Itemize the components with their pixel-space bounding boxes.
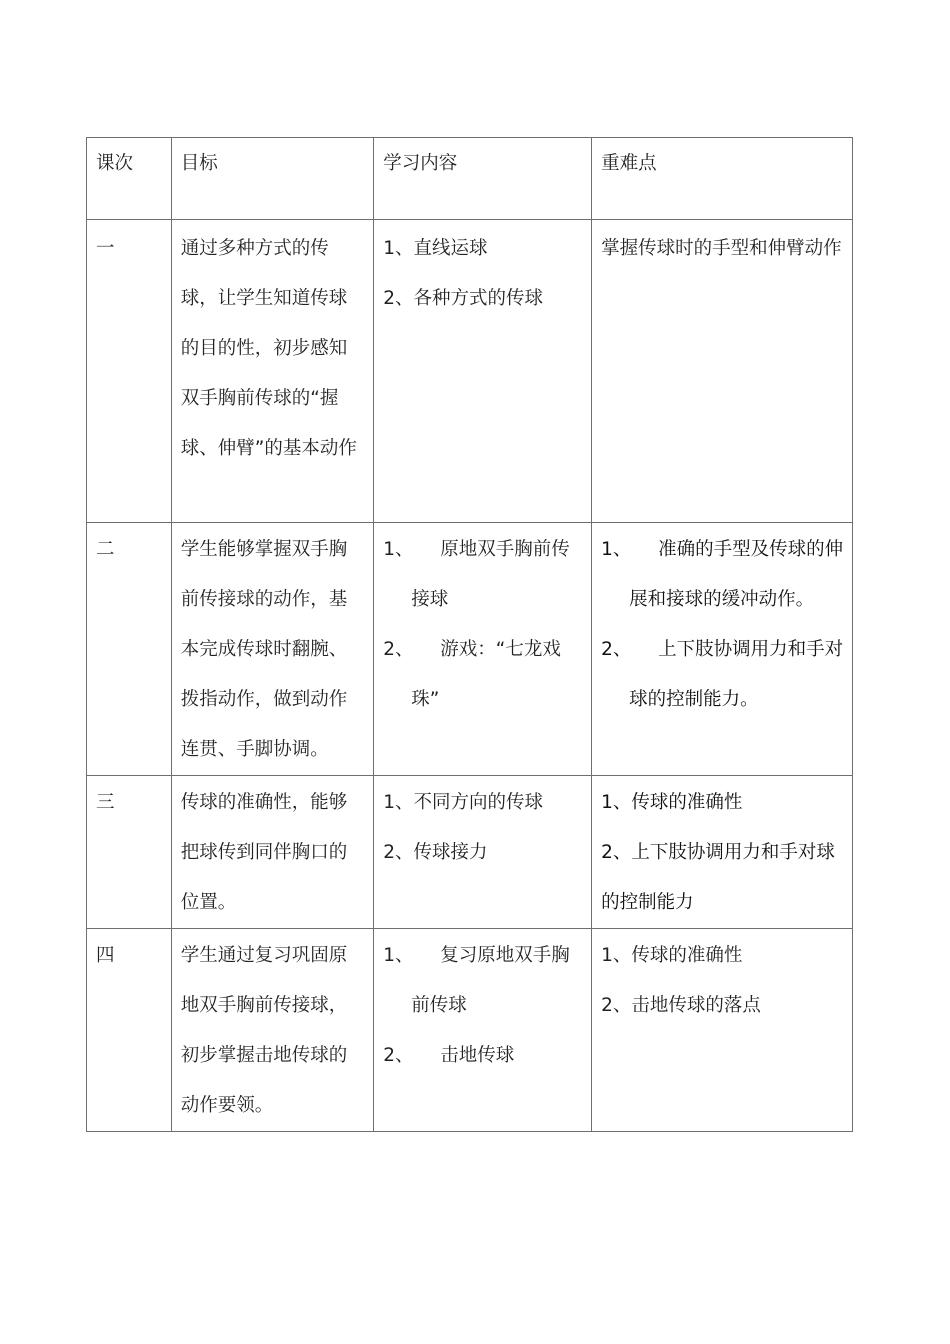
lesson-keypoints xyxy=(592,776,853,929)
header-keypoints: 重难点 xyxy=(592,138,853,220)
lesson-content xyxy=(374,220,592,523)
lesson-goal: 通过多种方式的传球，让学生知道传球的目的性，初步感知双手胸前传球的“握球、伸臂”的基本动作 xyxy=(171,220,374,523)
lesson-number: 一 xyxy=(87,220,172,523)
table-row xyxy=(87,220,853,523)
content-item: 1、不同方向的传球 xyxy=(383,792,544,813)
lesson-plan-table xyxy=(86,137,853,1132)
header-goal: 目标 xyxy=(171,138,374,220)
table-header-row xyxy=(87,138,853,220)
header-content: 学习内容 xyxy=(374,138,592,220)
lesson-number: 三 xyxy=(87,776,172,929)
content-item: 1、直线运球 xyxy=(383,238,488,259)
content-item: 2、各种方式的传球 xyxy=(383,288,544,309)
content-item: 1、 复习原地双手胸前传球 xyxy=(383,945,570,1016)
table-row xyxy=(87,776,853,929)
keypoint-item: 2、击地传球的落点 xyxy=(601,995,761,1016)
keypoint-item: 2、上下肢协调用力和手对球的控制能力 xyxy=(601,842,835,913)
lesson-goal: 传球的准确性，能够把球传到同伴胸口的位置。 xyxy=(171,776,374,929)
header-lesson: 课次 xyxy=(87,138,172,220)
content-item: 2、 击地传球 xyxy=(383,1045,515,1066)
content-item: 2、传球接力 xyxy=(383,842,488,863)
content-item: 1、 原地双手胸前传接球 xyxy=(383,539,570,610)
lesson-keypoints xyxy=(592,929,853,1132)
lesson-goal: 学生能够掌握双手胸前传接球的动作，基本完成传球时翻腕、拨指动作，做到动作连贯、手脚协调。 xyxy=(171,523,374,776)
lesson-keypoints: 掌握传球时的手型和伸臂动作 xyxy=(592,220,853,523)
keypoint-item: 1、传球的准确性 xyxy=(601,792,743,813)
lesson-goal: 学生通过复习巩固原地双手胸前传接球，初步掌握击地传球的动作要领。 xyxy=(171,929,374,1132)
content-item: 2、 游戏：“七龙戏珠” xyxy=(383,639,561,710)
keypoint-item: 2、 上下肢协调用力和手对球的控制能力。 xyxy=(601,639,844,710)
keypoint-item: 1、 准确的手型及传球的伸展和接球的缓冲动作。 xyxy=(601,539,844,610)
lesson-number: 四 xyxy=(87,929,172,1132)
lesson-content xyxy=(374,776,592,929)
lesson-number: 二 xyxy=(87,523,172,776)
keypoint-item: 1、传球的准确性 xyxy=(601,945,743,966)
lesson-content xyxy=(374,523,592,776)
lesson-content xyxy=(374,929,592,1132)
lesson-keypoints xyxy=(592,523,853,776)
table-row xyxy=(87,523,853,776)
table-row xyxy=(87,929,853,1132)
